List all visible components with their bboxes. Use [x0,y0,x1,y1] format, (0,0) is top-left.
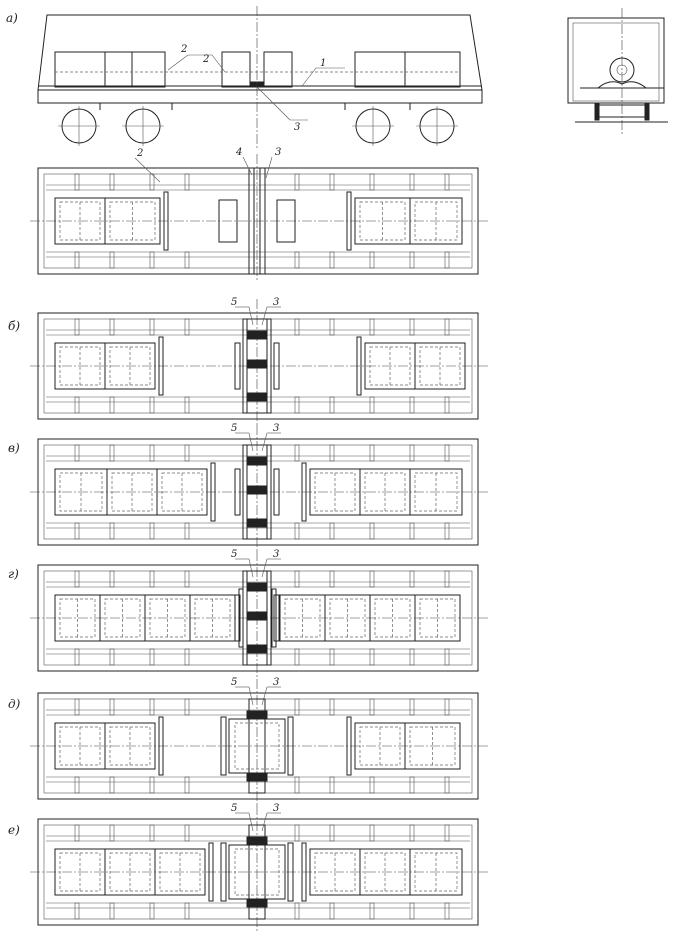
callout-5-b: 5 [231,297,238,308]
panel-label-d: д) [8,697,21,711]
side-view [6,6,482,148]
end-view [568,8,668,136]
callout-3-a: 3 [294,122,301,133]
callout-3-g: 3 [273,549,280,560]
callout-3-plan: 3 [275,147,282,158]
plan-view-d [30,679,488,807]
callout-5-d: 5 [231,677,238,688]
plan-view-b [30,299,488,427]
container-icon [55,595,100,641]
callout-5-e: 5 [231,803,238,814]
panel-label-e: е) [8,823,20,837]
container-icon [370,595,415,641]
callout-5-v: 5 [231,423,238,434]
plan-view-v [30,425,488,553]
plan-view-a_plan [30,154,488,282]
callout-3-e: 3 [273,803,280,814]
plan-views [8,147,488,933]
panel-label-b: б) [8,319,21,333]
panel-label-v: в) [8,441,20,455]
plan-view-g [30,551,488,679]
callout-2-b: 2 [203,54,210,65]
callout-3-d: 3 [273,677,280,688]
callout-2-plan: 2 [137,148,144,159]
panel-label-g: г) [8,567,19,581]
callout-3-b: 3 [273,297,280,308]
callout-2-a: 2 [181,44,188,55]
plan-view-e [30,805,488,933]
panel-label-a: а) [6,11,18,25]
wheel-icon [58,106,458,146]
callout-3-v: 3 [273,423,280,434]
callout-4: 4 [236,147,243,158]
callout-5-g: 5 [231,549,238,560]
callout-1: 1 [320,58,327,69]
